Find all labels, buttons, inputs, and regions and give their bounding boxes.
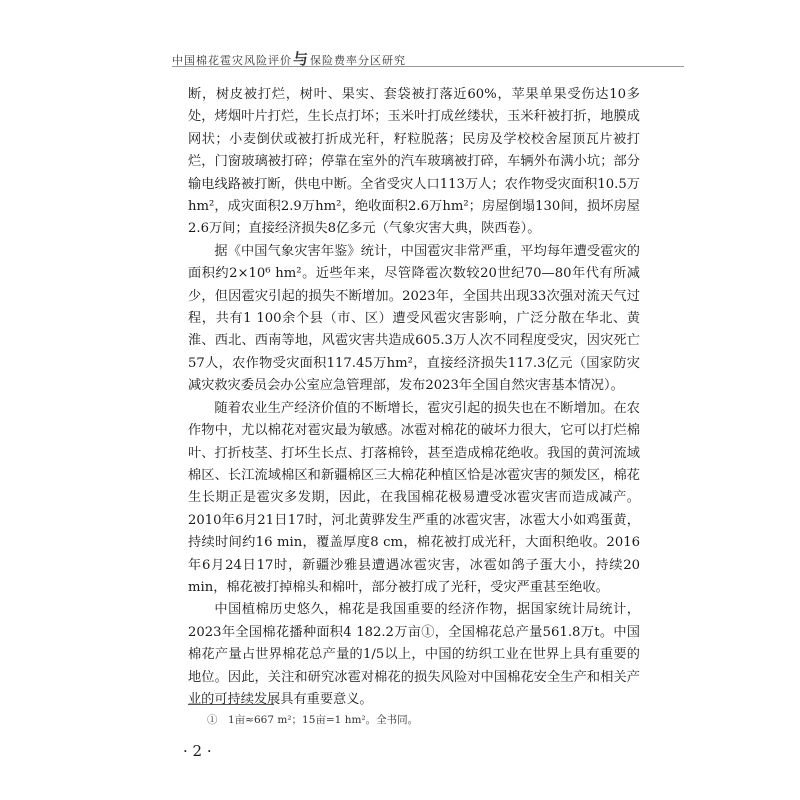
body-text [188, 84, 640, 711]
paragraph-cotton-importance: 中国植棉历史悠久，棉花是我国重要的经济作物，据国家统计局统计，2023年全国棉花播种面积4 182.2万亩①，全国棉花总产量561.8万t。中国棉花产量占世界棉花总产量的1/5以上，中国的纺织工业在世界上具有重要的地位。因此，关注和研究冰雹对棉花的损失风险对中国棉花安全生产和相关产业的可持续发展具有重要意义。 [188, 602, 640, 707]
header-title-right: 保险费率分区研究 [310, 54, 407, 67]
header-rule [172, 66, 684, 67]
header-connector: 与 [293, 50, 310, 68]
paragraph-continued: 断，树皮被打烂，树叶、果实、套袋被打落近60%，苹果单果受伤达10多处，烤烟叶片打烂，生长点打坏；玉米叶打成丝缕状，玉米秆被打折，地膜成网状；小麦倒伏或被打折成光秆，籽粒脱落；民房及学校校舍屋顶瓦片被打烂，门窗玻璃被打碎；停靠在室外的汽车玻璃被打碎，车辆外布满小坑；部分输电线路被打断，供电中断。全省受灾人口113万人；农作物受灾面积10.5万hm²，成灾面积2.9万hm²，绝收面积2.6万hm²；房屋倒塌130间，损坏房屋2.6万间；直接经济损失8亿多元（气象灾害大典，陕西卷）。 [188, 87, 640, 237]
header-title-left: 中国棉花雹灾风险评价 [172, 54, 292, 67]
page-number: · 2 · [183, 742, 212, 760]
footnote-rule [188, 704, 274, 705]
paragraph-hail-statistics: 据《中国气象灾害年鉴》统计，中国雹灾非常严重，平均每年遭受雹灾的面积约2×10⁶ hm²。近些年来，尽管降雹次数较20世纪70—80年代有所减少，但因雹灾引起的损失不断增加。2023年，全国共出现33次强对流天气过程，共有1 100余个县（市、区）遭受风雹灾害影响，广泛分散在华北、黄淮、西北、西南等地，风雹灾害共造成605.3万人次不同程度受灾，因灾死亡57人，农作物受灾面积117.45万hm²，直接经济损失117.3亿元（国家防灾减灾救灾委员会办公室应急管理部，发布2023年全国自然灾害基本情况）。 [188, 243, 640, 394]
paragraph-cotton-sensitivity: 随着农业生产经济价值的不断增长，雹灾引起的损失也在不断增加。在农作物中，尤以棉花对雹灾最为敏感。冰雹对棉花的破坏力很大，它可以打烂棉叶、打折枝茎、打坏生长点、打落棉铃，甚至造成棉花绝收。我国的黄河流域棉区、长江流域棉区和新疆棉区三大棉花种植区恰是冰雹灾害的频发区，棉花生长期正是雹灾多发期，因此，在我国棉花极易遭受冰雹灾害而造成减产。2010年6月21日17时，河北黄骅发生严重的冰雹灾害，冰雹大小如鸡蛋黄，持续时间约16 min，覆盖厚度8 cm，棉花被打成光秆，大面积绝收。2016年6月24日17时，新疆沙雅县遭遇冰雹灾害，冰雹如鸽子蛋大小，持续20 min，棉花被打掉棉头和棉叶，部分被打成了光秆，受灾严重甚至绝收。 [188, 400, 640, 595]
footnote: ① 1亩≈667 m²；15亩=1 hm²。全书同。 [207, 714, 419, 726]
